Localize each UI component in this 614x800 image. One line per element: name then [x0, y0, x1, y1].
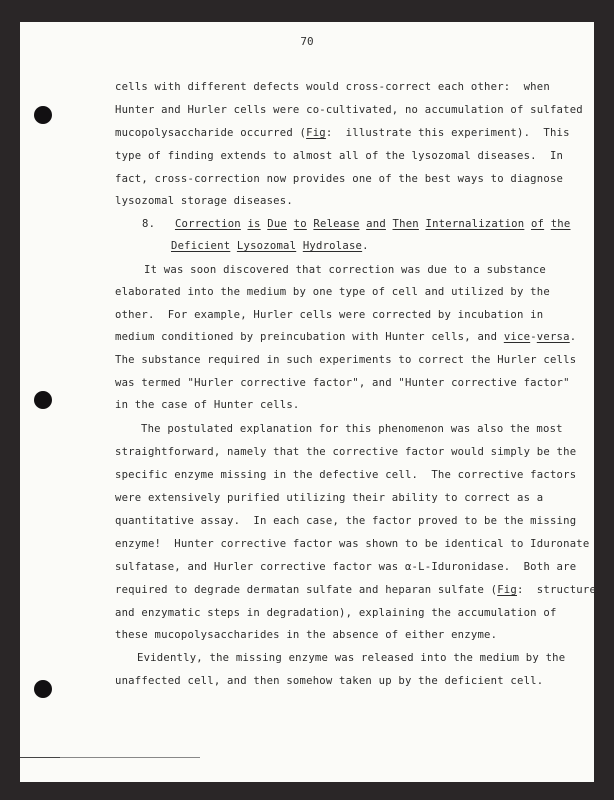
text-line: Hunter and Hurler cells were co-cultivated, no accumulation of sulfated	[115, 104, 583, 116]
heading-word: Correction	[174, 218, 241, 230]
section-heading-line-2	[171, 240, 369, 252]
figure-reference: Fig	[497, 584, 517, 596]
binder-hole	[34, 391, 52, 409]
heading-word: Hydrolase	[302, 240, 363, 252]
text-line	[115, 127, 570, 139]
page-number: 70	[300, 35, 314, 48]
text-line: unaffected cell, and then somehow taken up by the deficient cell.	[115, 675, 544, 687]
text-line: elaborated into the medium by one type of cell and utilized by the	[115, 286, 550, 298]
heading-word: Then	[392, 218, 419, 230]
text-line: other. For example, Hurler cells were corrected by incubation in	[115, 309, 544, 321]
heading-word: to	[293, 218, 307, 230]
heading-word: Due	[267, 218, 288, 230]
heading-word: the	[550, 218, 571, 230]
text-line: specific enzyme missing in the defective cell. The corrective factors	[115, 469, 577, 481]
text-line: lysozomal storage diseases.	[115, 195, 293, 207]
underlined-term: vice	[503, 331, 531, 343]
text-segment: : structure	[517, 584, 597, 596]
section-number: 8.	[142, 218, 156, 230]
text-line: these mucopolysaccharides in the absence of either enzyme.	[115, 629, 498, 641]
text-line: were extensively purified utilizing their ability to correct as a	[115, 492, 544, 504]
text-segment: .	[569, 331, 577, 343]
text-segment: mucopolysaccharide occurred (	[115, 127, 307, 139]
text-line: enzyme! Hunter corrective factor was shown to be identical to Iduronate	[115, 538, 590, 550]
heading-word: Lysozomal	[236, 240, 297, 252]
text-line: type of finding extends to almost all of the lysozomal diseases. In	[115, 150, 564, 162]
document-page	[20, 22, 597, 782]
text-segment: medium conditioned by preincubation with Hunter cells, and	[115, 331, 504, 343]
bottom-rule	[40, 757, 200, 758]
underlined-term: versa	[536, 331, 570, 343]
text-line: It was soon discovered that correction was due to a substance	[144, 264, 546, 276]
text-line: The substance required in such experiments to correct the Hurler cells	[115, 354, 577, 366]
text-segment: required to degrade dermatan sulfate and heparan sulfate (	[115, 584, 498, 596]
heading-period: .	[362, 240, 369, 252]
text-line: sulfatase, and Hurler corrective factor was α-L-Iduronidase. Both are	[115, 561, 577, 573]
text-line: in the case of Hunter cells.	[115, 399, 300, 411]
figure-reference: Fig	[306, 127, 326, 139]
text-line: The postulated explanation for this phenomenon was also the most	[141, 423, 563, 435]
heading-word: is	[247, 218, 261, 230]
heading-word: Internalization	[425, 218, 525, 230]
text-line	[115, 584, 596, 596]
text-segment: : illustrate this experiment). This	[325, 127, 570, 139]
heading-word: Release	[313, 218, 360, 230]
binder-hole	[34, 680, 52, 698]
text-line: fact, cross-correction now provides one of the best ways to diagnose	[115, 173, 564, 185]
edge-mark	[20, 757, 60, 758]
text-line: was termed "Hurler corrective factor", and "Hunter corrective factor"	[115, 377, 570, 389]
text-line: cells with different defects would cross-correct each other: when	[115, 81, 550, 93]
text-line: quantitative assay. In each case, the factor proved to be the missing	[115, 515, 577, 527]
heading-word: and	[366, 218, 386, 230]
heading-word: of	[530, 218, 545, 230]
heading-word: Deficient	[171, 240, 231, 252]
text-line: straightforward, namely that the corrective factor would simply be the	[115, 446, 577, 458]
text-segment: -	[530, 331, 537, 343]
text-line	[115, 331, 576, 343]
text-line: Evidently, the missing enzyme was released into the medium by the	[137, 652, 566, 664]
text-line: and enzymatic steps in degradation), explaining the accumulation of	[115, 607, 557, 619]
binder-hole	[34, 106, 52, 124]
section-heading-line-1	[142, 218, 571, 230]
